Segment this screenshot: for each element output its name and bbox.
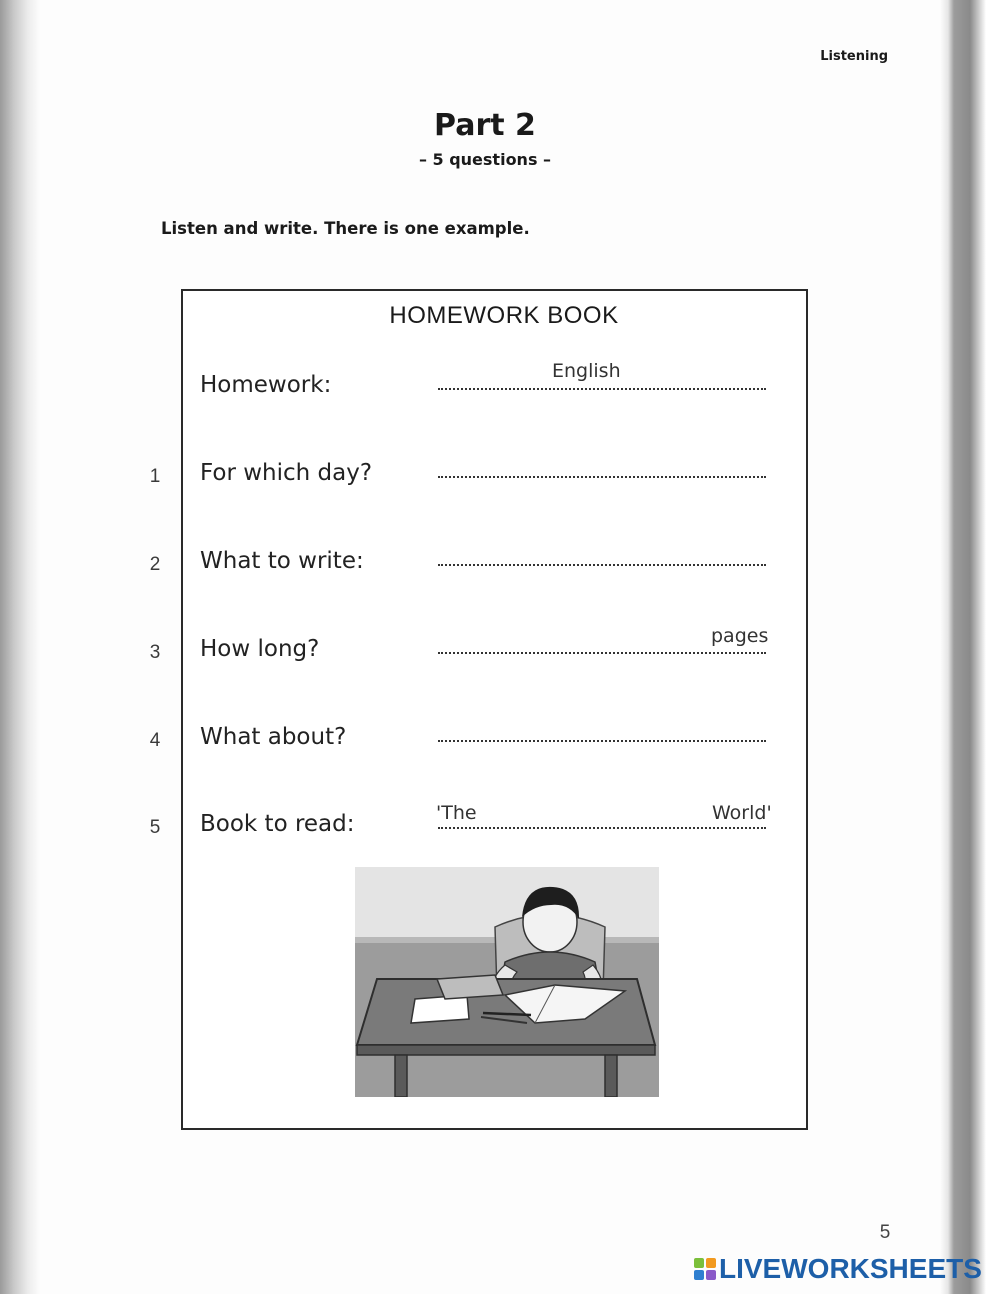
scan-shadow-right xyxy=(940,0,1000,1294)
table-leg-right xyxy=(605,1055,617,1097)
question-5-answer-line[interactable] xyxy=(438,827,766,829)
liveworksheets-logo-icon xyxy=(694,1258,716,1280)
textbook xyxy=(437,975,503,999)
watermark-text: LIVEWORKSHEETS xyxy=(719,1253,982,1284)
question-3-label: How long? xyxy=(200,636,320,662)
example-label: Homework: xyxy=(200,372,332,398)
question-3-suffix: pages xyxy=(711,625,769,647)
question-3-answer-line[interactable] xyxy=(438,652,766,654)
closed-notebook xyxy=(411,995,469,1023)
question-2-answer-line[interactable] xyxy=(438,564,766,566)
table-edge xyxy=(357,1045,655,1055)
question-5-suffix: World' xyxy=(712,802,772,824)
question-1-number: 1 xyxy=(149,466,161,487)
question-4-answer-line[interactable] xyxy=(438,740,766,742)
example-answer: English xyxy=(552,360,621,382)
table-leg-left xyxy=(395,1055,407,1097)
question-4-label: What about? xyxy=(200,724,347,750)
table-top xyxy=(357,979,655,1045)
question-5-prefix: 'The xyxy=(436,802,477,824)
liveworksheets-watermark[interactable] xyxy=(694,1254,982,1284)
part-subtitle: – 5 questions – xyxy=(418,150,552,169)
page-number: 5 xyxy=(879,1222,891,1243)
question-5-label: Book to read: xyxy=(200,811,355,837)
question-4-number: 4 xyxy=(149,730,161,751)
boy-doing-homework-illustration xyxy=(355,867,659,1097)
form-title: HOMEWORK BOOK xyxy=(389,302,619,329)
question-1-label: For which day? xyxy=(200,460,373,486)
example-answer-line xyxy=(438,388,766,390)
question-5-number: 5 xyxy=(149,817,161,838)
section-label: Listening xyxy=(820,49,888,64)
question-3-number: 3 xyxy=(149,642,161,663)
question-2-label: What to write: xyxy=(200,548,364,574)
instruction-text: Listen and write. There is one example. xyxy=(161,219,530,238)
question-1-answer-line[interactable] xyxy=(438,476,766,478)
scan-shadow-left xyxy=(0,0,40,1294)
part-title: Part 2 xyxy=(434,108,536,143)
question-2-number: 2 xyxy=(149,554,161,575)
